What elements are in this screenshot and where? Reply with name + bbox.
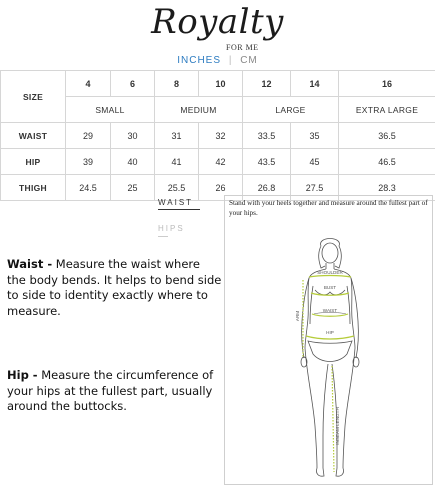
table-cell: 31 [155,123,199,149]
table-cell: 28.3 [339,175,435,201]
unit-switcher [0,55,435,66]
unit-cm-toggle[interactable]: CM [240,55,258,66]
size-cell: 12 [243,71,291,97]
size-header: SIZE [1,71,66,123]
size-cell: 14 [291,71,339,97]
figure-label-bust: BUST [323,285,337,290]
size-cell: 4 [66,71,111,97]
table-cell: 36.5 [339,123,435,149]
tab-hips-underline [158,236,168,237]
table-cell: 25 [111,175,155,201]
group-cell: LARGE [243,97,339,123]
group-cell: SMALL [66,97,155,123]
size-row [1,71,435,97]
table-row [1,149,435,175]
table-cell: 26.8 [243,175,291,201]
body-figure-illustration [265,236,395,481]
table-cell: 32 [199,123,243,149]
table-cell: 40 [111,149,155,175]
table-cell: 24.5 [66,175,111,201]
size-cell: 10 [199,71,243,97]
brand-logo: Royalty [151,2,284,42]
measurement-tabs [158,198,200,237]
table-cell: 39 [66,149,111,175]
measure-guide-panel [224,195,433,485]
figure-label-inseam: INSEAM LENGTH [335,407,340,445]
unit-inches-toggle[interactable]: INCHES [177,55,222,66]
size-chart-table [0,70,435,201]
brand-subtitle: FOR ME [226,43,259,52]
table-cell: 35 [291,123,339,149]
figure-label-arm: ARM [295,310,300,322]
table-cell: 29 [66,123,111,149]
group-row [1,97,435,123]
measure-instruction: Stand with your heels together and measure around the fullest part of your hips. [229,199,428,217]
table-cell: 46.5 [339,149,435,175]
table-row [1,123,435,149]
row-label: HIP [1,149,66,175]
table-cell: 33.5 [243,123,291,149]
size-cell: 6 [111,71,155,97]
waist-description-title: Waist - [7,257,53,271]
table-cell: 26 [199,175,243,201]
hip-description [7,368,222,415]
tab-hips[interactable]: HIPS [158,224,185,233]
figure-label-waist: WAIST [322,308,338,313]
row-label: WAIST [1,123,66,149]
hip-description-title: Hip - [7,368,38,382]
table-cell: 27.5 [291,175,339,201]
table-cell: 42 [199,149,243,175]
table-cell: 43.5 [243,149,291,175]
size-cell: 8 [155,71,199,97]
figure-label-hip: HIP [326,330,334,335]
hip-description-text: Measure the circumference of your hips at the fullest part, usually around the buttocks. [7,368,214,413]
tab-waist[interactable]: WAIST [158,198,200,210]
figure-label-shoulder: SHOULDER [317,270,343,275]
waist-description-text: Measure the waist where the body bends. It helps to bend side to side to identity exactly where to measure. [7,257,222,318]
table-cell: 45 [291,149,339,175]
row-label: THIGH [1,175,66,201]
table-cell: 41 [155,149,199,175]
group-cell: MEDIUM [155,97,243,123]
table-cell: 25.5 [155,175,199,201]
waist-description [7,257,222,319]
unit-separator: | [228,55,233,66]
group-cell: EXTRA LARGE [339,97,435,123]
table-cell: 30 [111,123,155,149]
size-cell: 16 [339,71,435,97]
